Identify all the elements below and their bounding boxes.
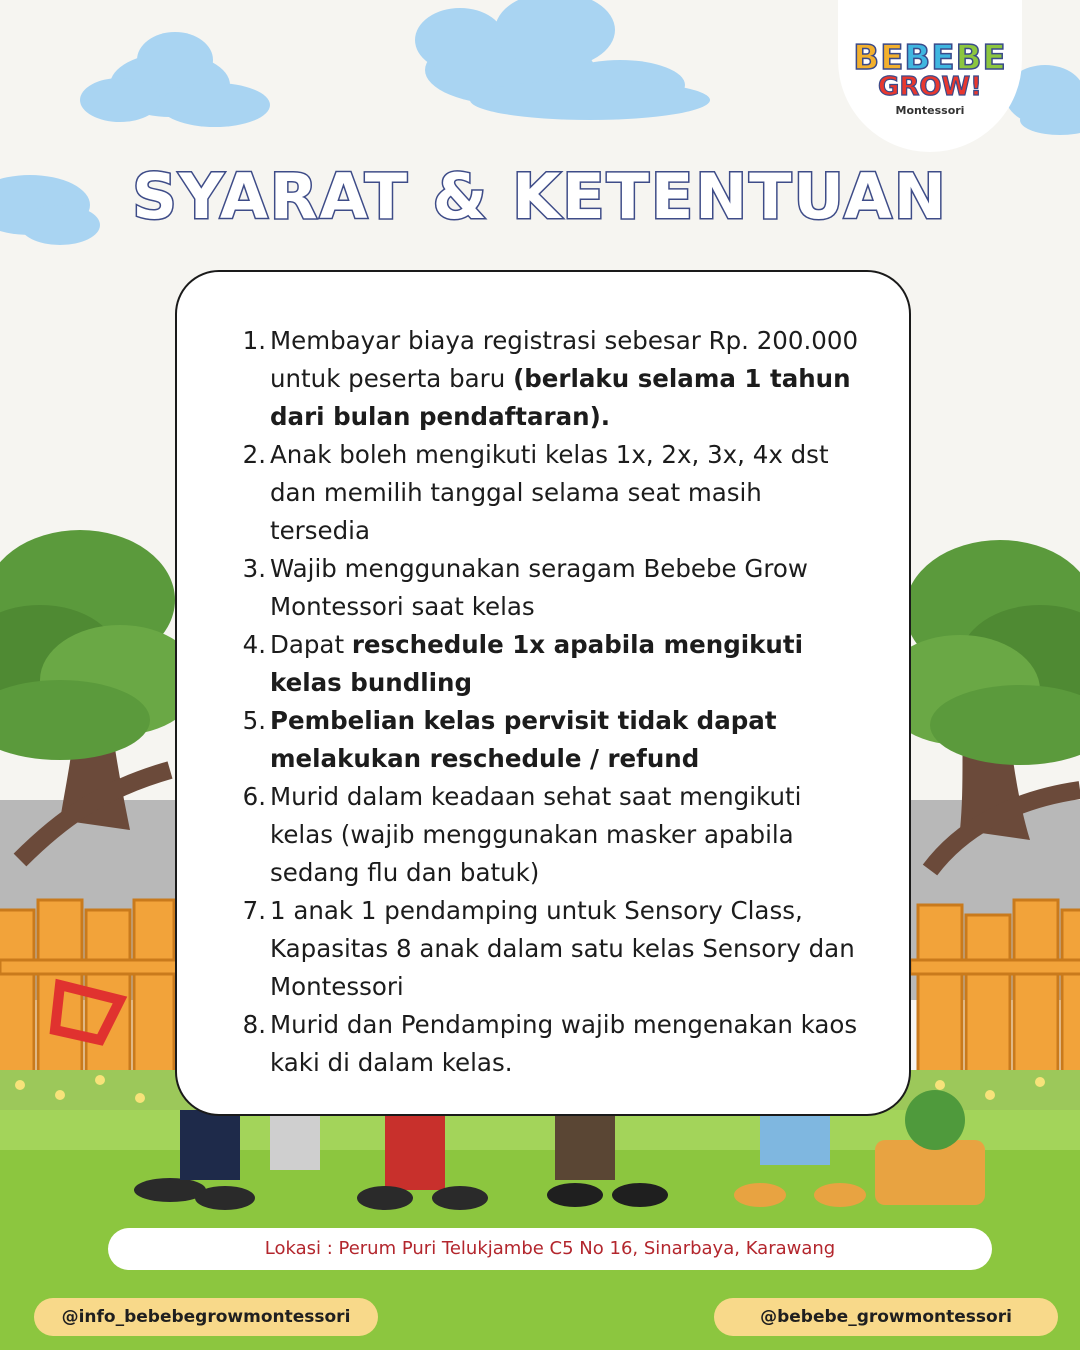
term-text-bold: Pembelian kelas pervisit tidak dapat melakukan reschedule / refund xyxy=(270,706,777,773)
term-text: 1 anak 1 pendamping untuk Sensory Class, Kapasitas 8 anak dalam satu kelas Sensory dan Montessori xyxy=(270,896,855,1001)
term-text: Murid dalam keadaan sehat saat mengikuti kelas (wajib menggunakan masker apabila sedang flu dan batuk) xyxy=(270,782,802,887)
term-number: 4. xyxy=(242,630,266,659)
term-text: Membayar biaya registrasi sebesar Rp. 200.000 untuk peserta baru xyxy=(270,326,859,393)
term-text: Murid dan Pendamping wajib mengenakan kaos kaki di dalam kelas. xyxy=(270,1010,858,1077)
instagram-handle-left[interactable]: @info_bebebegrowmontessori xyxy=(34,1298,378,1336)
term-item xyxy=(242,1006,862,1082)
term-item xyxy=(242,322,862,436)
terms-list xyxy=(242,322,862,1082)
term-item xyxy=(242,436,862,550)
term-number: 7. xyxy=(242,896,266,925)
cloud-center xyxy=(415,0,710,120)
term-number: 1. xyxy=(242,326,266,355)
terms-card xyxy=(175,270,911,1116)
term-text-bold: reschedule 1x apabila mengikuti kelas bundling xyxy=(270,630,803,697)
logo-wordmark-grow: GROW! xyxy=(878,72,982,102)
term-text-bold: (berlaku selama 1 tahun dari bulan pendaftaran). xyxy=(270,364,851,431)
term-item xyxy=(242,778,862,892)
term-number: 2. xyxy=(242,440,266,469)
logo-subtitle: Montessori xyxy=(895,104,965,117)
term-text: Wajib menggunakan seragam Bebebe Grow Montessori saat kelas xyxy=(270,554,808,621)
term-number: 8. xyxy=(242,1010,266,1039)
location-banner: Lokasi : Perum Puri Telukjambe C5 No 16, Sinarbaya, Karawang xyxy=(108,1228,992,1270)
term-item xyxy=(242,892,862,1006)
term-number: 5. xyxy=(242,706,266,735)
term-number: 6. xyxy=(242,782,266,811)
instagram-handle-right[interactable]: @bebebe_growmontessori xyxy=(714,1298,1058,1336)
term-item xyxy=(242,702,862,778)
term-text: Dapat xyxy=(270,630,352,659)
term-item xyxy=(242,626,862,702)
term-text: Anak boleh mengikuti kelas 1x, 2x, 3x, 4x dst dan memilih tanggal selama seat masih tersedia xyxy=(270,440,829,545)
term-number: 3. xyxy=(242,554,266,583)
logo-wordmark-top: BEBEBE xyxy=(853,38,1007,78)
page-title: SYARAT & KETENTUAN xyxy=(132,160,948,233)
term-item xyxy=(242,550,862,626)
cloud-left xyxy=(80,32,270,127)
